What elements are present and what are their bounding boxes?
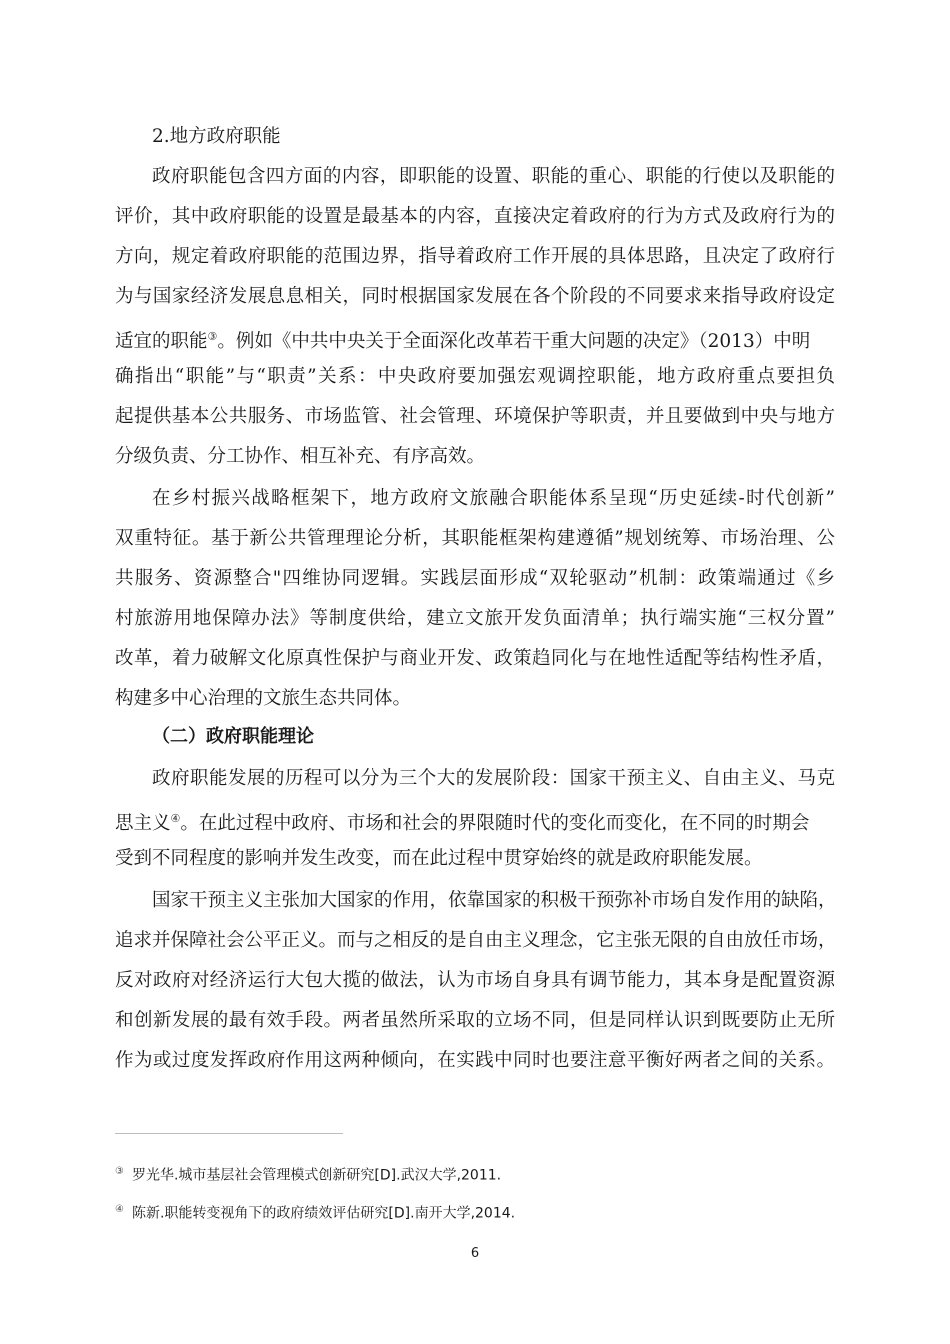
paragraph-line: 政府职能包含四方面的内容，即职能的设置、职能的重心、职能的行使以及职能的	[152, 166, 835, 187]
paragraph-line: 评价，其中政府职能的设置是最基本的内容，直接决定着政府的行为方式及政府行为的	[115, 206, 835, 227]
footnote-separator	[115, 1133, 343, 1134]
paragraph-line: 共服务、资源整合"四维协同逻辑。实践层面形成“双轮驱动”机制：政策端通过《乡	[115, 568, 835, 589]
paragraph-line: 改革，着力破解文化原真性保护与商业开发、政策趋同化与在地性适配等结构性矛盾，	[115, 648, 835, 669]
paragraph-line: 起提供基本公共服务、市场监管、社会管理、环境保护等职责，并且要做到中央与地方	[115, 406, 835, 427]
paragraph-line: 方向，规定着政府职能的范围边界，指导着政府工作开展的具体思路，且决定了政府行	[115, 246, 835, 267]
paragraph-line: 追求并保障社会公平正义。而与之相反的是自由主义理念，它主张无限的自由放任市场，	[115, 930, 837, 951]
footnote-text: 陈新.职能转变视角下的政府绩效评估研究[D].南开大学,2014.	[131, 1205, 516, 1222]
paragraph-text: 。例如《中共中央关于全面深化改革若干重大问题的决定》（2013）中明	[217, 331, 811, 353]
footnote-text: 罗光华.城市基层社会管理模式创新研究[D].武汉大学,2011.	[131, 1167, 502, 1184]
paragraph-line: 分级负责、分工协作、相互补充、有序高效。	[115, 446, 486, 467]
paragraph-text: 。在此过程中政府、市场和社会的界限随时代的变化而变化，在不同的时期会	[180, 813, 810, 835]
paragraph-line: 作为或过度发挥政府作用这两种倾向，在实践中同时也要注意平衡好两者之间的关系。	[115, 1050, 835, 1071]
paragraph-text: 思主义	[115, 813, 171, 835]
paragraph-line: 政府职能发展的历程可以分为三个大的发展阶段：国家干预主义、自由主义、马克	[152, 768, 835, 789]
footnote	[115, 1162, 501, 1186]
section-heading: （二）政府职能理论	[152, 726, 314, 747]
paragraph-line: 和创新发展的最有效手段。两者虽然所采取的立场不同，但是同样认识到既要防止无所	[115, 1010, 835, 1031]
paragraph-line: 受到不同程度的影响并发生改变，而在此过程中贯穿始终的就是政府职能发展。	[115, 848, 763, 869]
paragraph-line: 村旅游用地保障办法》等制度供给，建立文旅开发负面清单；执行端实施“三权分置”	[115, 608, 835, 629]
paragraph-line: 国家干预主义主张加大国家的作用，依靠国家的积极干预弥补市场自发作用的缺陷，	[152, 890, 837, 911]
footnote	[115, 1200, 515, 1224]
paragraph-line	[115, 324, 835, 355]
footnote-reference: ③	[207, 330, 218, 343]
subheading-local-government-functions: 2.地方政府职能	[152, 126, 281, 147]
footnote-mark: ④	[115, 1204, 124, 1215]
footnote-mark: ③	[115, 1166, 124, 1177]
page-number: 6	[470, 1246, 480, 1261]
paragraph-line: 在乡村振兴战略框架下，地方政府文旅融合职能体系呈现“历史延续-时代创新”	[152, 488, 835, 509]
footnote-reference: ④	[170, 812, 181, 825]
paragraph-line: 确指出“职能”与“职责”关系：中央政府要加强宏观调控职能，地方政府重点要担负	[115, 366, 835, 387]
paragraph-line: 反对政府对经济运行大包大揽的做法，认为市场自身具有调节能力，其本身是配置资源	[115, 970, 835, 991]
paragraph-line	[115, 806, 835, 837]
paragraph-line: 构建多中心治理的文旅生态共同体。	[115, 688, 412, 709]
paragraph-line: 为与国家经济发展息息相关，同时根据国家发展在各个阶段的不同要求来指导政府设定	[115, 286, 835, 307]
paragraph-line: 双重特征。基于新公共管理理论分析，其职能框架构建遵循”规划统筹、市场治理、公	[115, 528, 835, 549]
paragraph-text: 适宜的职能	[115, 331, 208, 353]
